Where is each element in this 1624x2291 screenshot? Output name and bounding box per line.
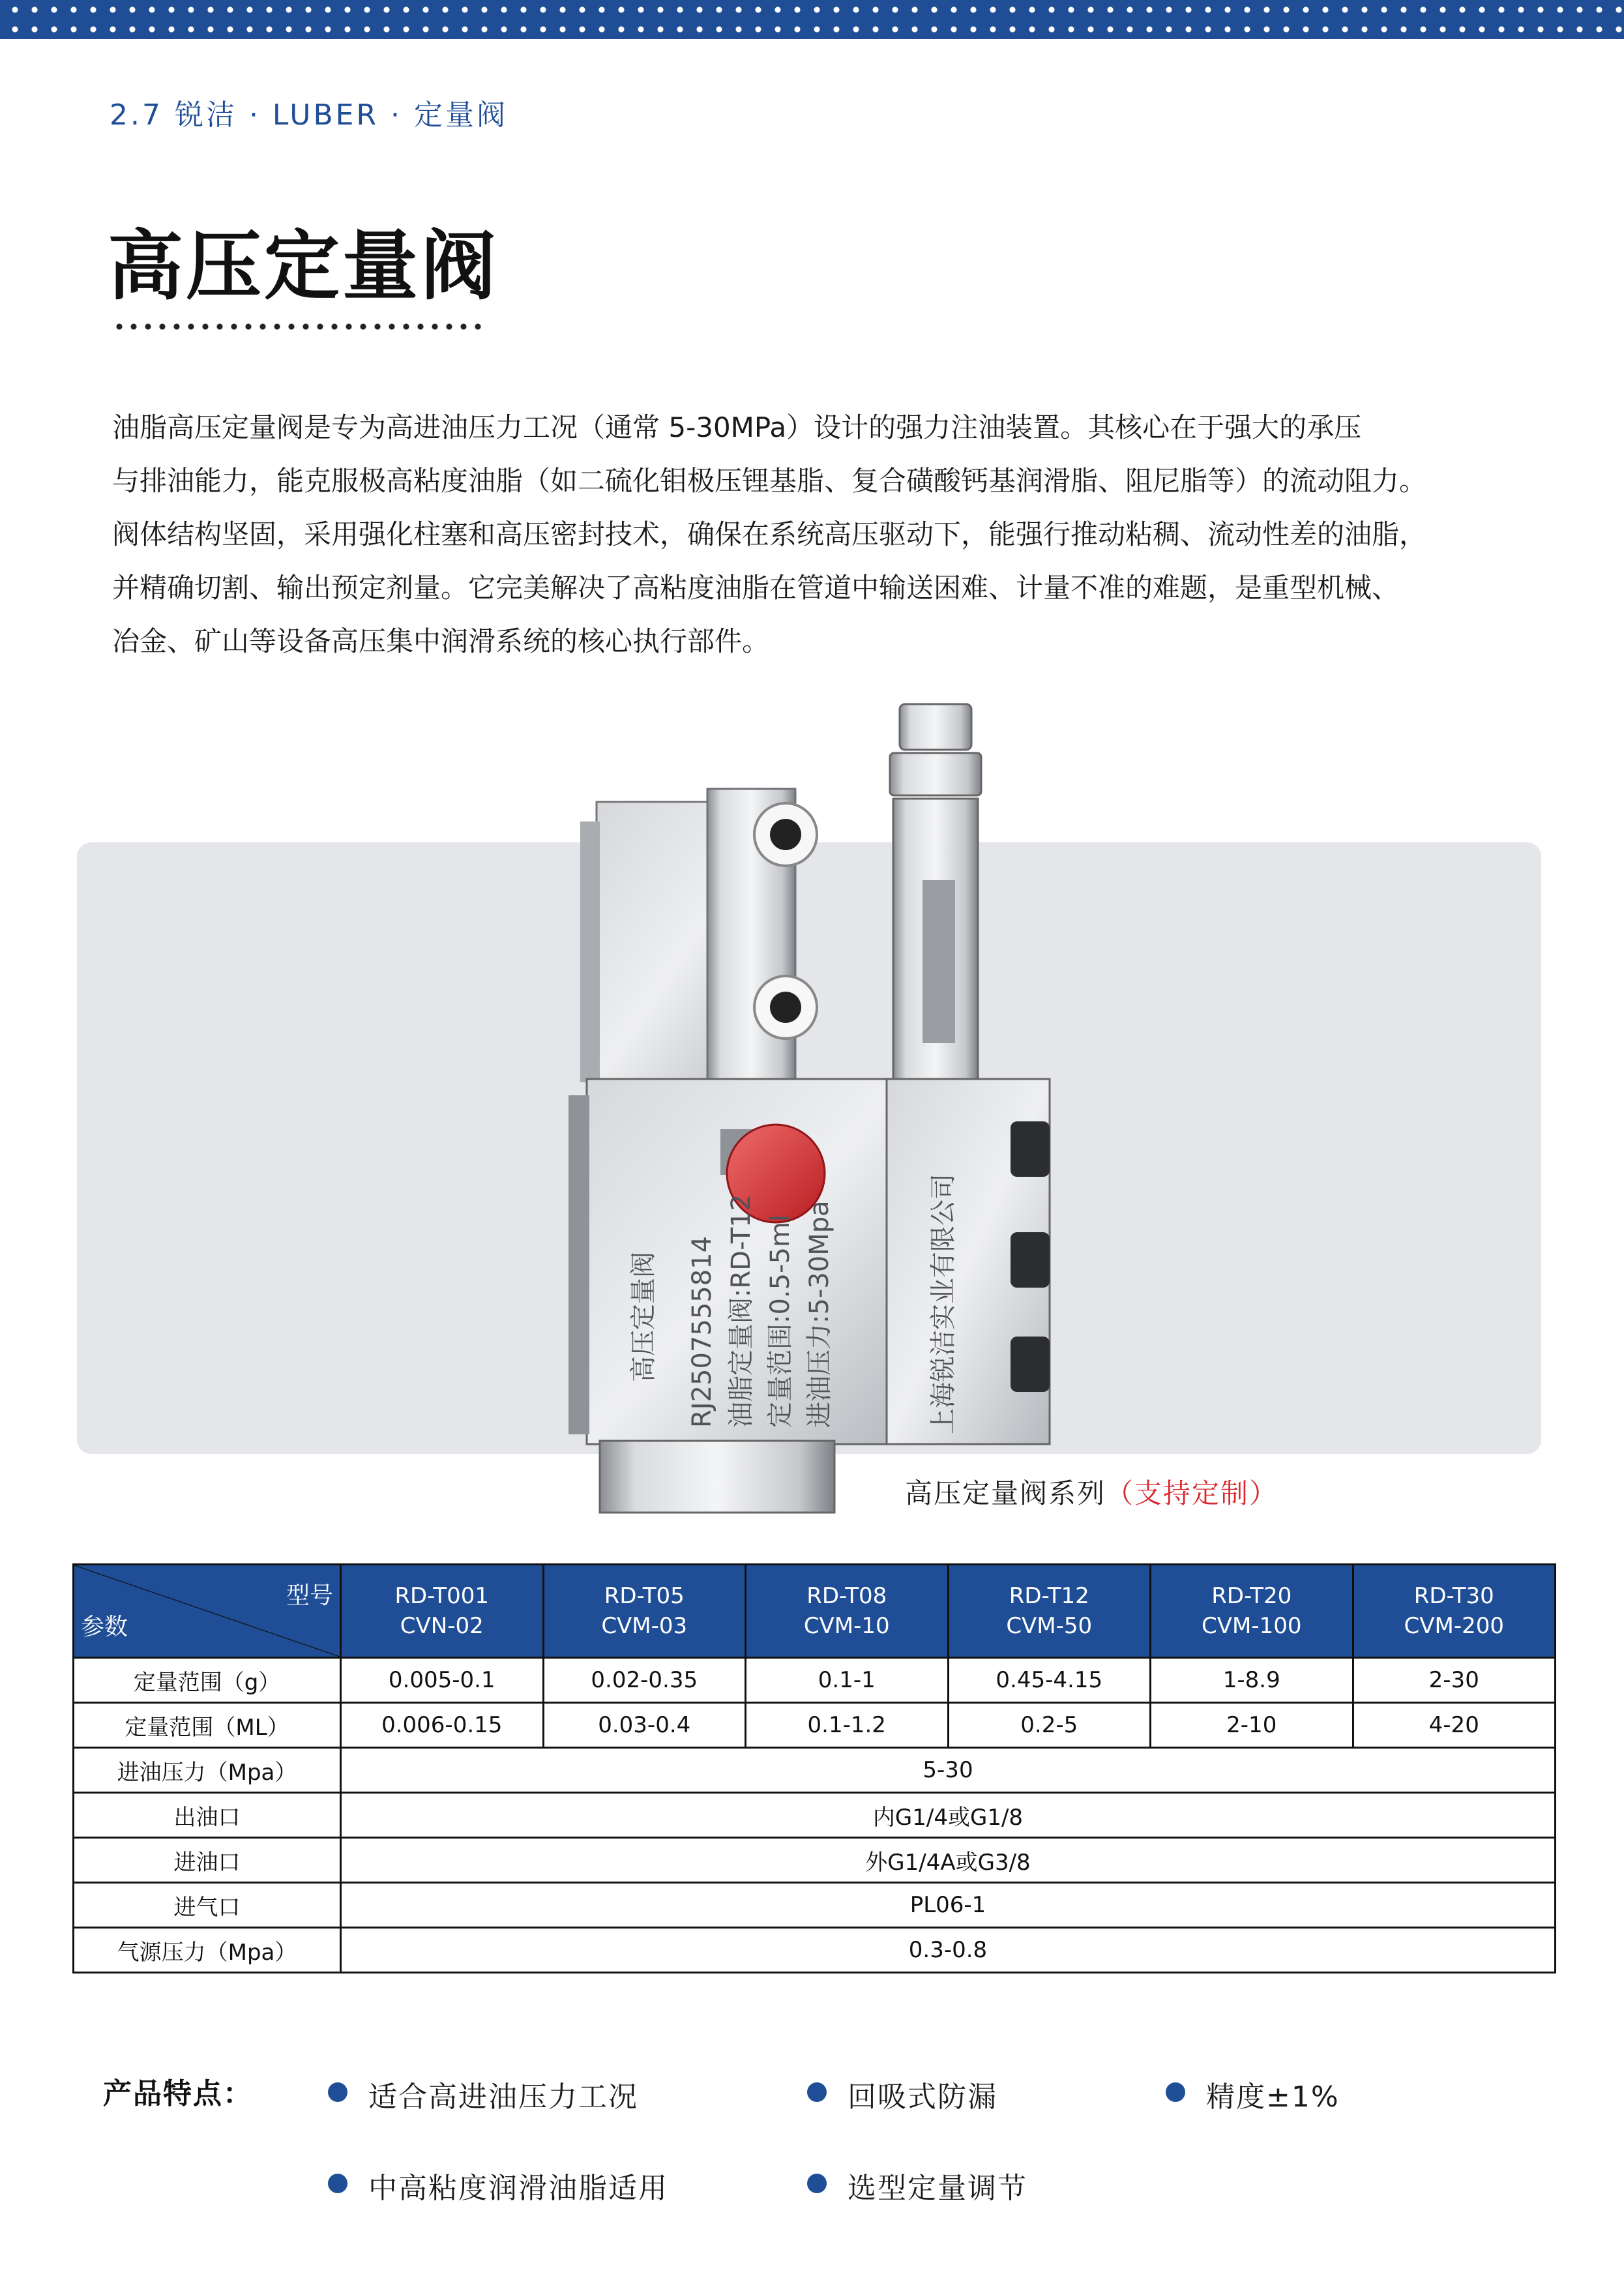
row-label: 出油口 xyxy=(74,1793,341,1838)
intro-line: 阀体结构坚固，采用强化柱塞和高压密封技术，确保在系统高压驱动下，能强行推动粘稠、流动性差的油脂， xyxy=(112,518,1427,550)
section-label: 2.7 锐洁 · LUBER · 定量阀 xyxy=(110,98,508,132)
top-dotted-banner xyxy=(0,0,1624,39)
table-row xyxy=(74,1838,1556,1883)
feature-text: 选型定量调节 xyxy=(848,2172,1027,2205)
row-label: 进油口 xyxy=(74,1838,341,1883)
engraved-company: 上海锐洁实业有限公司 xyxy=(928,1174,958,1434)
corner-diagonal xyxy=(74,1565,340,1657)
row-label: 进油压力（Mpa） xyxy=(74,1748,341,1793)
merged-cell: PL06-1 xyxy=(341,1883,1556,1928)
model-alt-code: CVM-10 xyxy=(803,1613,890,1639)
feature-item xyxy=(368,2073,638,2115)
intro-paragraph xyxy=(112,401,1514,668)
table-corner-cell xyxy=(74,1565,341,1658)
engraved-pressure: 进油压力:5-30Mpa xyxy=(805,1200,834,1428)
table-cell: 0.45-4.15 xyxy=(948,1658,1151,1703)
model-header xyxy=(1353,1565,1556,1658)
table-cell: 0.02-0.35 xyxy=(543,1658,746,1703)
merged-cell: 外G1/4A或G3/8 xyxy=(341,1838,1556,1883)
table-row xyxy=(74,1748,1556,1793)
model-code: RD-T20 xyxy=(1211,1583,1292,1609)
table-cell: 0.006-0.15 xyxy=(341,1703,544,1748)
engraved-name: 高压定量阀 xyxy=(628,1252,658,1382)
row-label: 进气口 xyxy=(74,1883,341,1928)
table-cell: 1-8.9 xyxy=(1151,1658,1353,1703)
bullet-dot-icon xyxy=(1166,2082,1185,2102)
spec-table xyxy=(72,1563,1556,1973)
table-cell: 4-20 xyxy=(1353,1703,1556,1748)
corner-label-model: 型号 xyxy=(286,1582,333,1609)
intro-line: 油脂高压定量阀是专为高进油压力工况（通常 5-30MPa）设计的强力注油装置。其核心在于强大的承压 xyxy=(112,411,1362,443)
feature-text: 回吸式防漏 xyxy=(848,2080,997,2114)
model-code: RD-T001 xyxy=(394,1583,490,1609)
merged-cell: 5-30 xyxy=(341,1748,1556,1793)
bullet-dot-icon xyxy=(807,2082,827,2102)
title-dotted-underline xyxy=(112,323,484,331)
merged-cell: 0.3-0.8 xyxy=(341,1928,1556,1973)
feature-item xyxy=(368,2165,668,2206)
intro-line: 冶金、矿山等设备高压集中润滑系统的核心执行部件。 xyxy=(112,625,770,657)
bullet-dot-icon xyxy=(328,2082,347,2102)
table-cell: 0.005-0.1 xyxy=(341,1658,544,1703)
product-photo xyxy=(561,691,1082,1519)
model-code: RD-T08 xyxy=(806,1583,887,1609)
model-header xyxy=(746,1565,949,1658)
row-label: 气源压力（Mpa） xyxy=(74,1928,341,1973)
table-row xyxy=(74,1883,1556,1928)
table-cell: 0.1-1.2 xyxy=(746,1703,949,1748)
table-cell: 0.1-1 xyxy=(746,1658,949,1703)
model-code: RD-T30 xyxy=(1413,1583,1494,1609)
row-label: 定量范围（ML） xyxy=(74,1703,341,1748)
engraved-range: 定量范围:0.5-5ml xyxy=(765,1214,795,1428)
model-header xyxy=(341,1565,544,1658)
feature-text: 精度±1% xyxy=(1206,2080,1340,2114)
table-cell: 2-10 xyxy=(1151,1703,1353,1748)
feature-item xyxy=(848,2165,1027,2206)
model-header xyxy=(1151,1565,1353,1658)
model-alt-code: CVM-100 xyxy=(1202,1613,1302,1639)
corner-label-param: 参数 xyxy=(81,1614,128,1640)
intro-line: 与排油能力，能克服极高粘度油脂（如二硫化钼极压锂基脂、复合磺酸钙基润滑脂、阻尼脂等）的流动阻力。 xyxy=(112,465,1427,497)
table-row xyxy=(74,1793,1556,1838)
feature-item xyxy=(1206,2073,1340,2115)
feature-item xyxy=(848,2073,997,2115)
table-row xyxy=(74,1928,1556,1973)
model-alt-code: CVM-50 xyxy=(1006,1613,1093,1639)
feature-text: 中高粘度润滑油脂适用 xyxy=(368,2172,668,2205)
page-title: 高压定量阀 xyxy=(108,222,499,310)
caption-accent: （支持定制） xyxy=(1106,1477,1278,1509)
model-alt-code: CVM-03 xyxy=(601,1613,688,1639)
caption-main: 高压定量阀系列 xyxy=(905,1477,1106,1509)
table-row xyxy=(74,1658,1556,1703)
feature-text: 适合高进油压力工况 xyxy=(368,2080,638,2114)
table-cell: 0.03-0.4 xyxy=(543,1703,746,1748)
row-label: 定量范围（g） xyxy=(74,1658,341,1703)
model-code: RD-T05 xyxy=(604,1583,685,1609)
features-label: 产品特点： xyxy=(103,2077,253,2110)
model-alt-code: CVM-200 xyxy=(1404,1613,1504,1639)
table-header-row xyxy=(74,1565,1556,1658)
table-cell: 2-30 xyxy=(1353,1658,1556,1703)
table-row xyxy=(74,1703,1556,1748)
table-cell: 0.2-5 xyxy=(948,1703,1151,1748)
engraved-model: 油脂定量阀:RD-T12 xyxy=(726,1194,756,1428)
model-header xyxy=(948,1565,1151,1658)
intro-line: 并精确切割、输出预定剂量。它完美解决了高粘度油脂在管道中输送困难、计量不准的难题，是重型机械、 xyxy=(112,572,1400,604)
photo-caption xyxy=(905,1472,1278,1511)
model-header xyxy=(543,1565,746,1658)
engraved-serial: RJ2507555814 xyxy=(687,1235,717,1428)
bullet-dot-icon xyxy=(807,2174,827,2193)
merged-cell: 内G1/4或G1/8 xyxy=(341,1793,1556,1838)
model-code: RD-T12 xyxy=(1009,1583,1089,1609)
model-alt-code: CVN-02 xyxy=(400,1613,484,1639)
bullet-dot-icon xyxy=(328,2174,347,2193)
